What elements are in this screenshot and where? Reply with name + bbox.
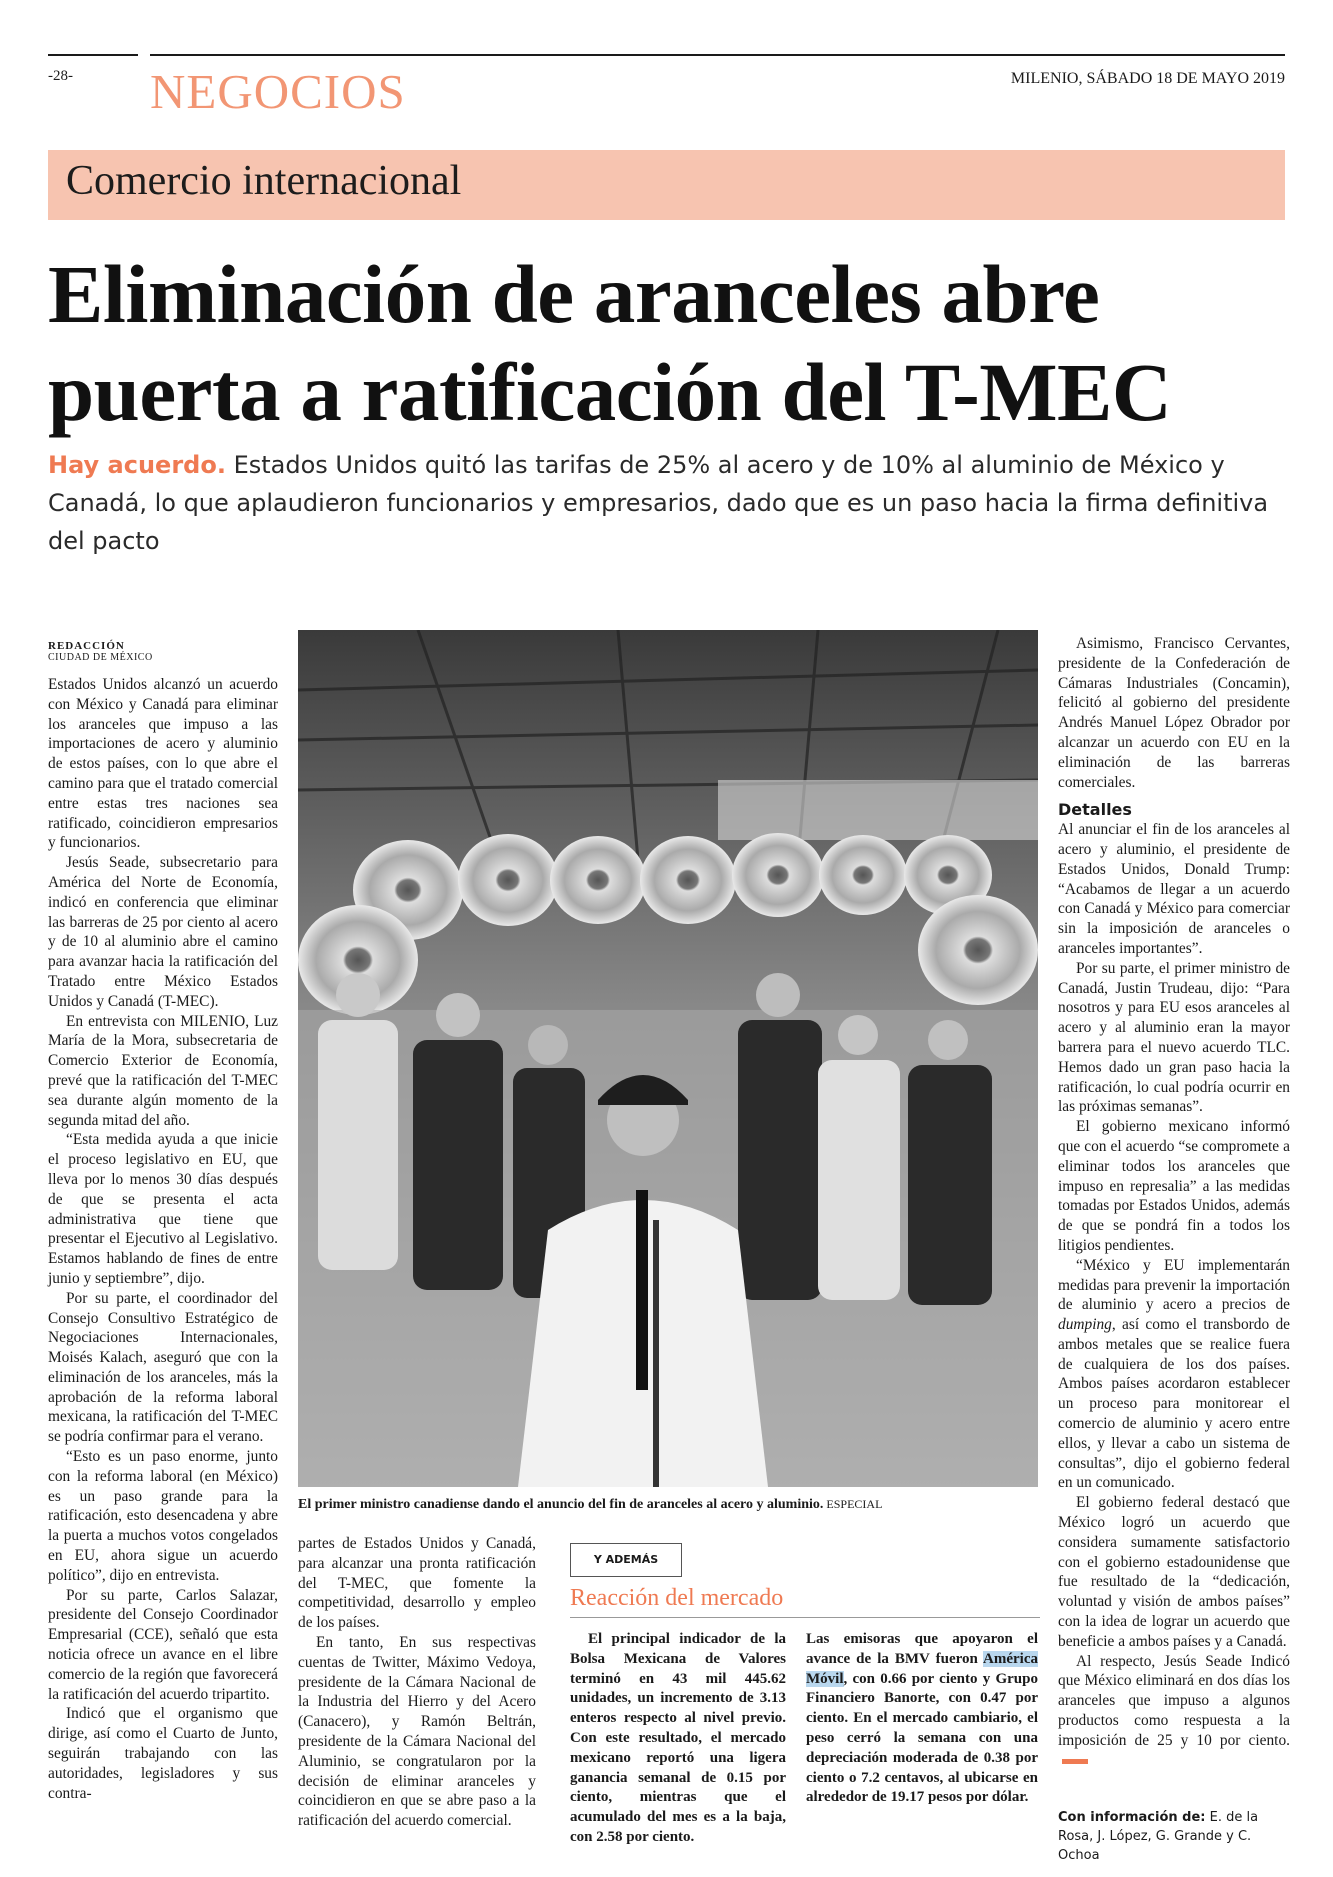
emphasis: dumping xyxy=(1058,1316,1112,1334)
kicker-band xyxy=(48,150,1285,220)
text-run: “México y EU implementarán medidas para prevenir la importación de aluminio y acero a precios de xyxy=(1058,1256,1290,1314)
subhead: Detalles xyxy=(1058,800,1132,820)
dek-text: Estados Unidos quitó las tarifas de 25% al acero y de 10% al aluminio de México y Canadá, lo que aplaudieron funcionarios y empresarios, dado que es un paso hacia la firma definitiva del pacto xyxy=(48,451,1269,555)
reporting-credit xyxy=(1058,1808,1290,1865)
caption-text: El primer ministro canadiense dando el anuncio del fin de aranceles al acero y aluminio. xyxy=(298,1497,824,1512)
paragraph: Por su parte, el primer ministro de Canadá, Justin Trudeau, dijo: “Para nosotros y para EU esos aranceles al acero y al aluminio eran la mayor barrera para el nuevo acuerdo TLC. Hemos dado un gran paso hacia la ratificación, lo cual podría ocurrir en las próximas semanas”. xyxy=(1058,959,1290,1116)
paragraph: “Esta medida ayuda a que inicie el proceso legislativo en EU, que lleva por lo menos 30 días después de que se presenta el acta administrativa que tiene que presentar el Ejecutivo al Legislativo. Estamos hablando de fines de entre junio y septiembre”, dijo. xyxy=(48,1131,278,1287)
article-column-4 xyxy=(1058,634,1290,1770)
paragraph: Al anunciar el fin de los aranceles al acero y aluminio, el presidente de Estados Unidos, Donald Trump: “Acabamos de llegar a un acuerdo con Canadá y México para comerciar sin la imposición de aranceles o aranceles importantes”. xyxy=(1058,821,1290,957)
dek xyxy=(48,446,1298,560)
sidebar-title: Reacción del mercado xyxy=(570,1585,784,1611)
byline-city: CIUDAD DE MÉXICO xyxy=(48,652,153,663)
header-rule xyxy=(150,54,1285,56)
paragraph: El gobierno federal destacó que México logró un acuerdo que considera sumamente satisfactorio con el gobierno estadounidense que fue resultado de la “dedicación, voluntad y visión de ambos países” con la idea de lograr un acuerdo que beneficie a ambos países y a Canadá. xyxy=(1058,1494,1290,1650)
paragraph: Por su parte, el coordinador del Consejo Consultivo Estratégico de Negociaciones Internacionales, Moisés Kalach, aseguró que con la eliminación de los aranceles, más la aprobación de la reforma laboral mexicana, la ratificación del T-MEC se podría confirmar para el verano. xyxy=(48,1289,278,1446)
caption-credit: ESPECIAL xyxy=(823,1497,883,1511)
photo-illustration xyxy=(298,630,1038,1487)
paragraph: En entrevista con MILENIO, Luz María de la Mora, subsecretaria de Comercio Exterior de Economía, prevé que la ratificación del T-MEC sea durante algún momento de la segunda mitad del año. xyxy=(48,1012,278,1129)
byline xyxy=(48,640,278,663)
section-title: NEGOCIOS xyxy=(150,64,406,119)
paragraph xyxy=(1058,1256,1290,1494)
sidebar-column-b xyxy=(806,1630,1038,1808)
kicker-label: Comercio internacional xyxy=(66,158,462,204)
photo-caption xyxy=(298,1497,1058,1513)
paragraph: Estados Unidos alcanzó un acuerdo con México y Canadá para eliminar los aranceles que impuso a las importaciones de acero y aluminio de estos países, con lo que abre el camino para que el tratado comercial entre estas tres naciones sea ratificado, coincidieron empresarios y funcionarios. xyxy=(48,676,278,852)
credit-names: E. de la Rosa, J. López, G. Grande y C. Ochoa xyxy=(1058,1810,1259,1863)
paragraph: El principal indicador de la Bolsa Mexicana de Valores terminó en 43 mil 445.62 unidades, un incremento de 3.13 enteros respecto al nivel previo. Con este resultado, el mercado mexicano reportó una ligera ganancia semanal de 0.15 por ciento, mientras que el acumulado del mes es a la baja, con 2.58 por ciento. xyxy=(570,1631,786,1845)
article-column-2 xyxy=(298,1534,536,1831)
highlighted-text: América Móvil xyxy=(806,1650,1038,1687)
news-photo xyxy=(298,630,1038,1487)
header-rule xyxy=(48,54,138,56)
text-run: Las emisoras que apoyaron el avance de la BMV fueron xyxy=(806,1631,1038,1667)
paragraph: Asimismo, Francisco Cervantes, presidente de la Confederación de Cámaras Industriales (Concamin), felicitó al gobierno del presidente Andrés Manuel López Obrador por alcanzar un acuerdo con EU en la eliminación de las barreras comerciales. xyxy=(1058,635,1290,791)
headline: Eliminación de aranceles abre puerta a ratificación del T-MEC xyxy=(48,248,1172,438)
paragraph: Por su parte, Carlos Salazar, presidente del Consejo Coordinador Empresarial (CCE), señaló que esta noticia ofrece un avance en el libre comercio de la región que favorecerá la ratificación del acuerdo tripartito. xyxy=(48,1586,278,1703)
paragraph: En tanto, En sus respectivas cuentas de Twitter, Máximo Vedoya, presidente de la Cámara Nacional de la Industria del Hierro y del Acero (Canacero), y Ramón Beltrán, presidente de la Cámara Nacional del Aluminio, se congratularon por la decisión de eliminar aranceles y coincidieron en que se abre paso a la ratificación del acuerdo comercial. xyxy=(298,1633,536,1830)
paragraph: partes de Estados Unidos y Canadá, para alcanzar una pronta ratificación del T-MEC, que fomente la competitividad, desarrollo y empleo de los países. xyxy=(298,1535,536,1632)
sidebar-rule xyxy=(570,1617,1040,1618)
page-number: -28- xyxy=(48,68,73,84)
dateline: MILENIO, SÁBADO 18 DE MAYO 2019 xyxy=(1010,70,1285,87)
sidebar-column-a xyxy=(570,1630,786,1848)
text-run: , con 0.66 por ciento y Grupo Financiero Banorte, con 0.47 por ciento. En el mercado cambiario, el peso cerró la semana con una depreciación moderada de 0.38 por ciento o 7.2 centavos, al ubicarse en alrededor de 19.17 pesos por dólar. xyxy=(806,1670,1038,1806)
article-column-1 xyxy=(48,675,278,1803)
sidebar-tag: Y ADEMÁS xyxy=(570,1543,682,1577)
credit-label: Con información de: xyxy=(1058,1810,1206,1825)
paragraph xyxy=(806,1630,1038,1808)
paragraph: Jesús Seade, subsecretario para América del Norte de Economía, indicó en conferencia que eliminar las barreras de 25 por ciento al acero y de 10 al aluminio abre el camino para avanzar hacia la ratificación del Tratado entre México Estados Unidos y Canadá (T-MEC). xyxy=(48,854,278,1010)
byline-author: REDACCIÓN xyxy=(48,640,125,652)
end-mark xyxy=(1062,1759,1088,1764)
text-run: , así como el transbordo de ambos metales que se realice fuera de cualquiera de los dos países. Ambos países acordaron establecer un proceso para monitorear el comercio de aluminio y acero entre ellos, y llevar a cabo un sistema de consultas”, dijo el gobierno federal en un comunicado. xyxy=(1058,1316,1290,1492)
paragraph: “Esto es un paso enorme, junto con la reforma laboral (en México) es un paso grande para la ratificación, esto desencadena y abre la puerta a muchos votos congelados en EU, ahora sigue un acuerdo político”, dijo en entrevista. xyxy=(48,1448,278,1584)
paragraph xyxy=(1058,1652,1290,1771)
paragraph: El gobierno mexicano informó que con el acuerdo “se compromete a eliminar todos los aranceles que impuso en represalia” a las medidas tomadas por Estados Unidos, además de que se pondrá fin a todos los litigios pendientes. xyxy=(1058,1118,1290,1254)
dek-lead: Hay acuerdo. xyxy=(48,451,226,479)
paragraph: Indicó que el organismo que dirige, así como el Cuarto de Junto, seguirán trabajando con las autoridades, legisladores y sus contra- xyxy=(48,1705,278,1802)
text-run: Al respecto, Jesús Seade Indicó que México eliminará en dos días los aranceles que impuso a algunos productos como respuesta a la imposición de 25 y 10 por ciento. xyxy=(1058,1652,1290,1749)
